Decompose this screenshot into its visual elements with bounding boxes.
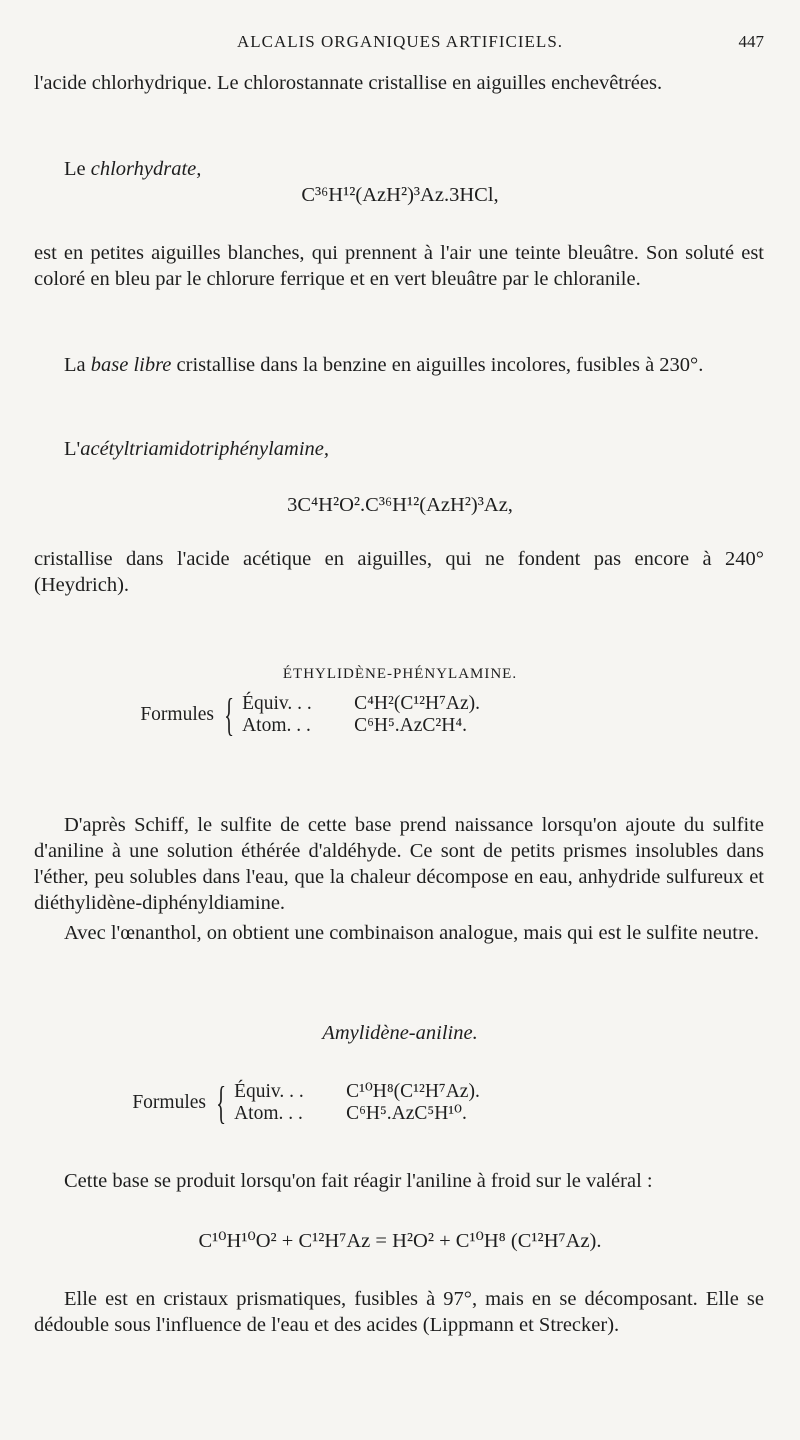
text-rest: cristallise dans la benzine en aiguilles incolores, fusibles à 230°. [171, 354, 704, 376]
paragraph-crystals: Elle est en cristaux prismatiques, fusibles à 97°, mais en se décomposant. Elle se dédouble sous l'influence de l'eau et des acides (Lippmann et Strecker). [34, 1288, 764, 1336]
row-value: C⁶H⁵.AzC²H⁴. [354, 715, 467, 736]
paragraph-chlorhydrate-props: est en petites aiguilles blanches, qui prennent à l'air une teinte bleuâtre. Son soluté est coloré en bleu par le chlorure ferrique et en vert bleuâtre par le chloranile. [34, 242, 764, 290]
formula-rows [234, 1081, 480, 1125]
section-title-amylidene: Amylidène-aniline. [322, 1022, 478, 1044]
term-acetyltriamidotriphenylamine: acétyltriamidotriphénylamine, [80, 438, 330, 460]
paragraph-acetyl-props: cristallise dans l'acide acétique en aiguilles, qui ne fondent pas encore à 240° (Heydrich). [34, 548, 764, 596]
paragraph-valeral: Cette base se produit lorsqu'on fait réagir l'aniline à froid sur le valéral : [64, 1170, 653, 1192]
row-value: C⁶H⁵.AzC⁵H¹⁰. [346, 1103, 467, 1124]
formula-block-amylidene [110, 1077, 480, 1128]
formula-row-equiv [234, 1081, 480, 1103]
formula-row-atom [242, 715, 480, 737]
row-value: C¹⁰H⁸(C¹²H⁷Az). [346, 1081, 480, 1102]
formula-reaction: C¹⁰H¹⁰O² + C¹²H⁷Az = H²O² + C¹⁰H⁸ (C¹²H⁷Az). [198, 1230, 602, 1252]
text-lead: Le [64, 158, 91, 180]
row-label: Atom. . . [234, 1103, 303, 1124]
paragraph-chlorostannate: l'acide chlorhydrique. Le chlorostannate cristallise en aiguilles enchevêtrées. [34, 72, 663, 94]
text-lead: L' [64, 438, 81, 460]
formula-chlorhydrate: C³⁶H¹²(AzH²)³Az.3HCl, [301, 184, 499, 206]
row-label: Équiv. . . [234, 1081, 304, 1102]
paragraph-base-libre [34, 352, 764, 378]
formula-label: Formules [140, 704, 214, 725]
row-value: C⁴H²(C¹²H⁷Az). [354, 693, 481, 714]
row-label: Équiv. . . [242, 693, 312, 714]
text-lead: La [64, 354, 91, 376]
paragraph-chlorhydrate-intro [34, 156, 764, 182]
section-title-ethylidene: ÉTHYLIDÈNE-PHÉNYLAMINE. [282, 666, 518, 682]
formula-acetyl: 3C⁴H²O².C³⁶H¹²(AzH²)³Az, [287, 494, 513, 516]
brace-glyph: { [216, 1077, 227, 1128]
formula-label: Formules [132, 1092, 206, 1113]
brace-glyph: { [224, 689, 235, 740]
formula-row-equiv [242, 693, 480, 715]
page-number: 447 [738, 32, 764, 51]
formula-rows [242, 693, 480, 737]
paragraph-acetyl-intro [34, 436, 764, 462]
formula-block-ethylidene [118, 689, 481, 740]
paragraph-oenanthol: Avec l'œnanthol, on obtient une combinaison analogue, mais qui est le sulfite neutre. [64, 922, 760, 944]
formula-row-atom [234, 1103, 480, 1125]
term-chlorhydrate: chlorhydrate, [90, 158, 202, 180]
row-label: Atom. . . [242, 715, 311, 736]
term-base-libre: base libre [90, 354, 172, 376]
running-title: ALCALIS ORGANIQUES ARTIFICIELS. [236, 32, 564, 51]
paragraph-schiff: D'après Schiff, le sulfite de cette base prend naissance lorsqu'on ajoute du sulfite d'aniline à une solution éthérée d'aldéhyde. Ce sont de petits prismes insolubles dans l'éther, peu solubles dans l'eau, que la chaleur décompose en eau, anhydride sulfureux et diéthylidène-diphényldiamine. [34, 814, 764, 914]
